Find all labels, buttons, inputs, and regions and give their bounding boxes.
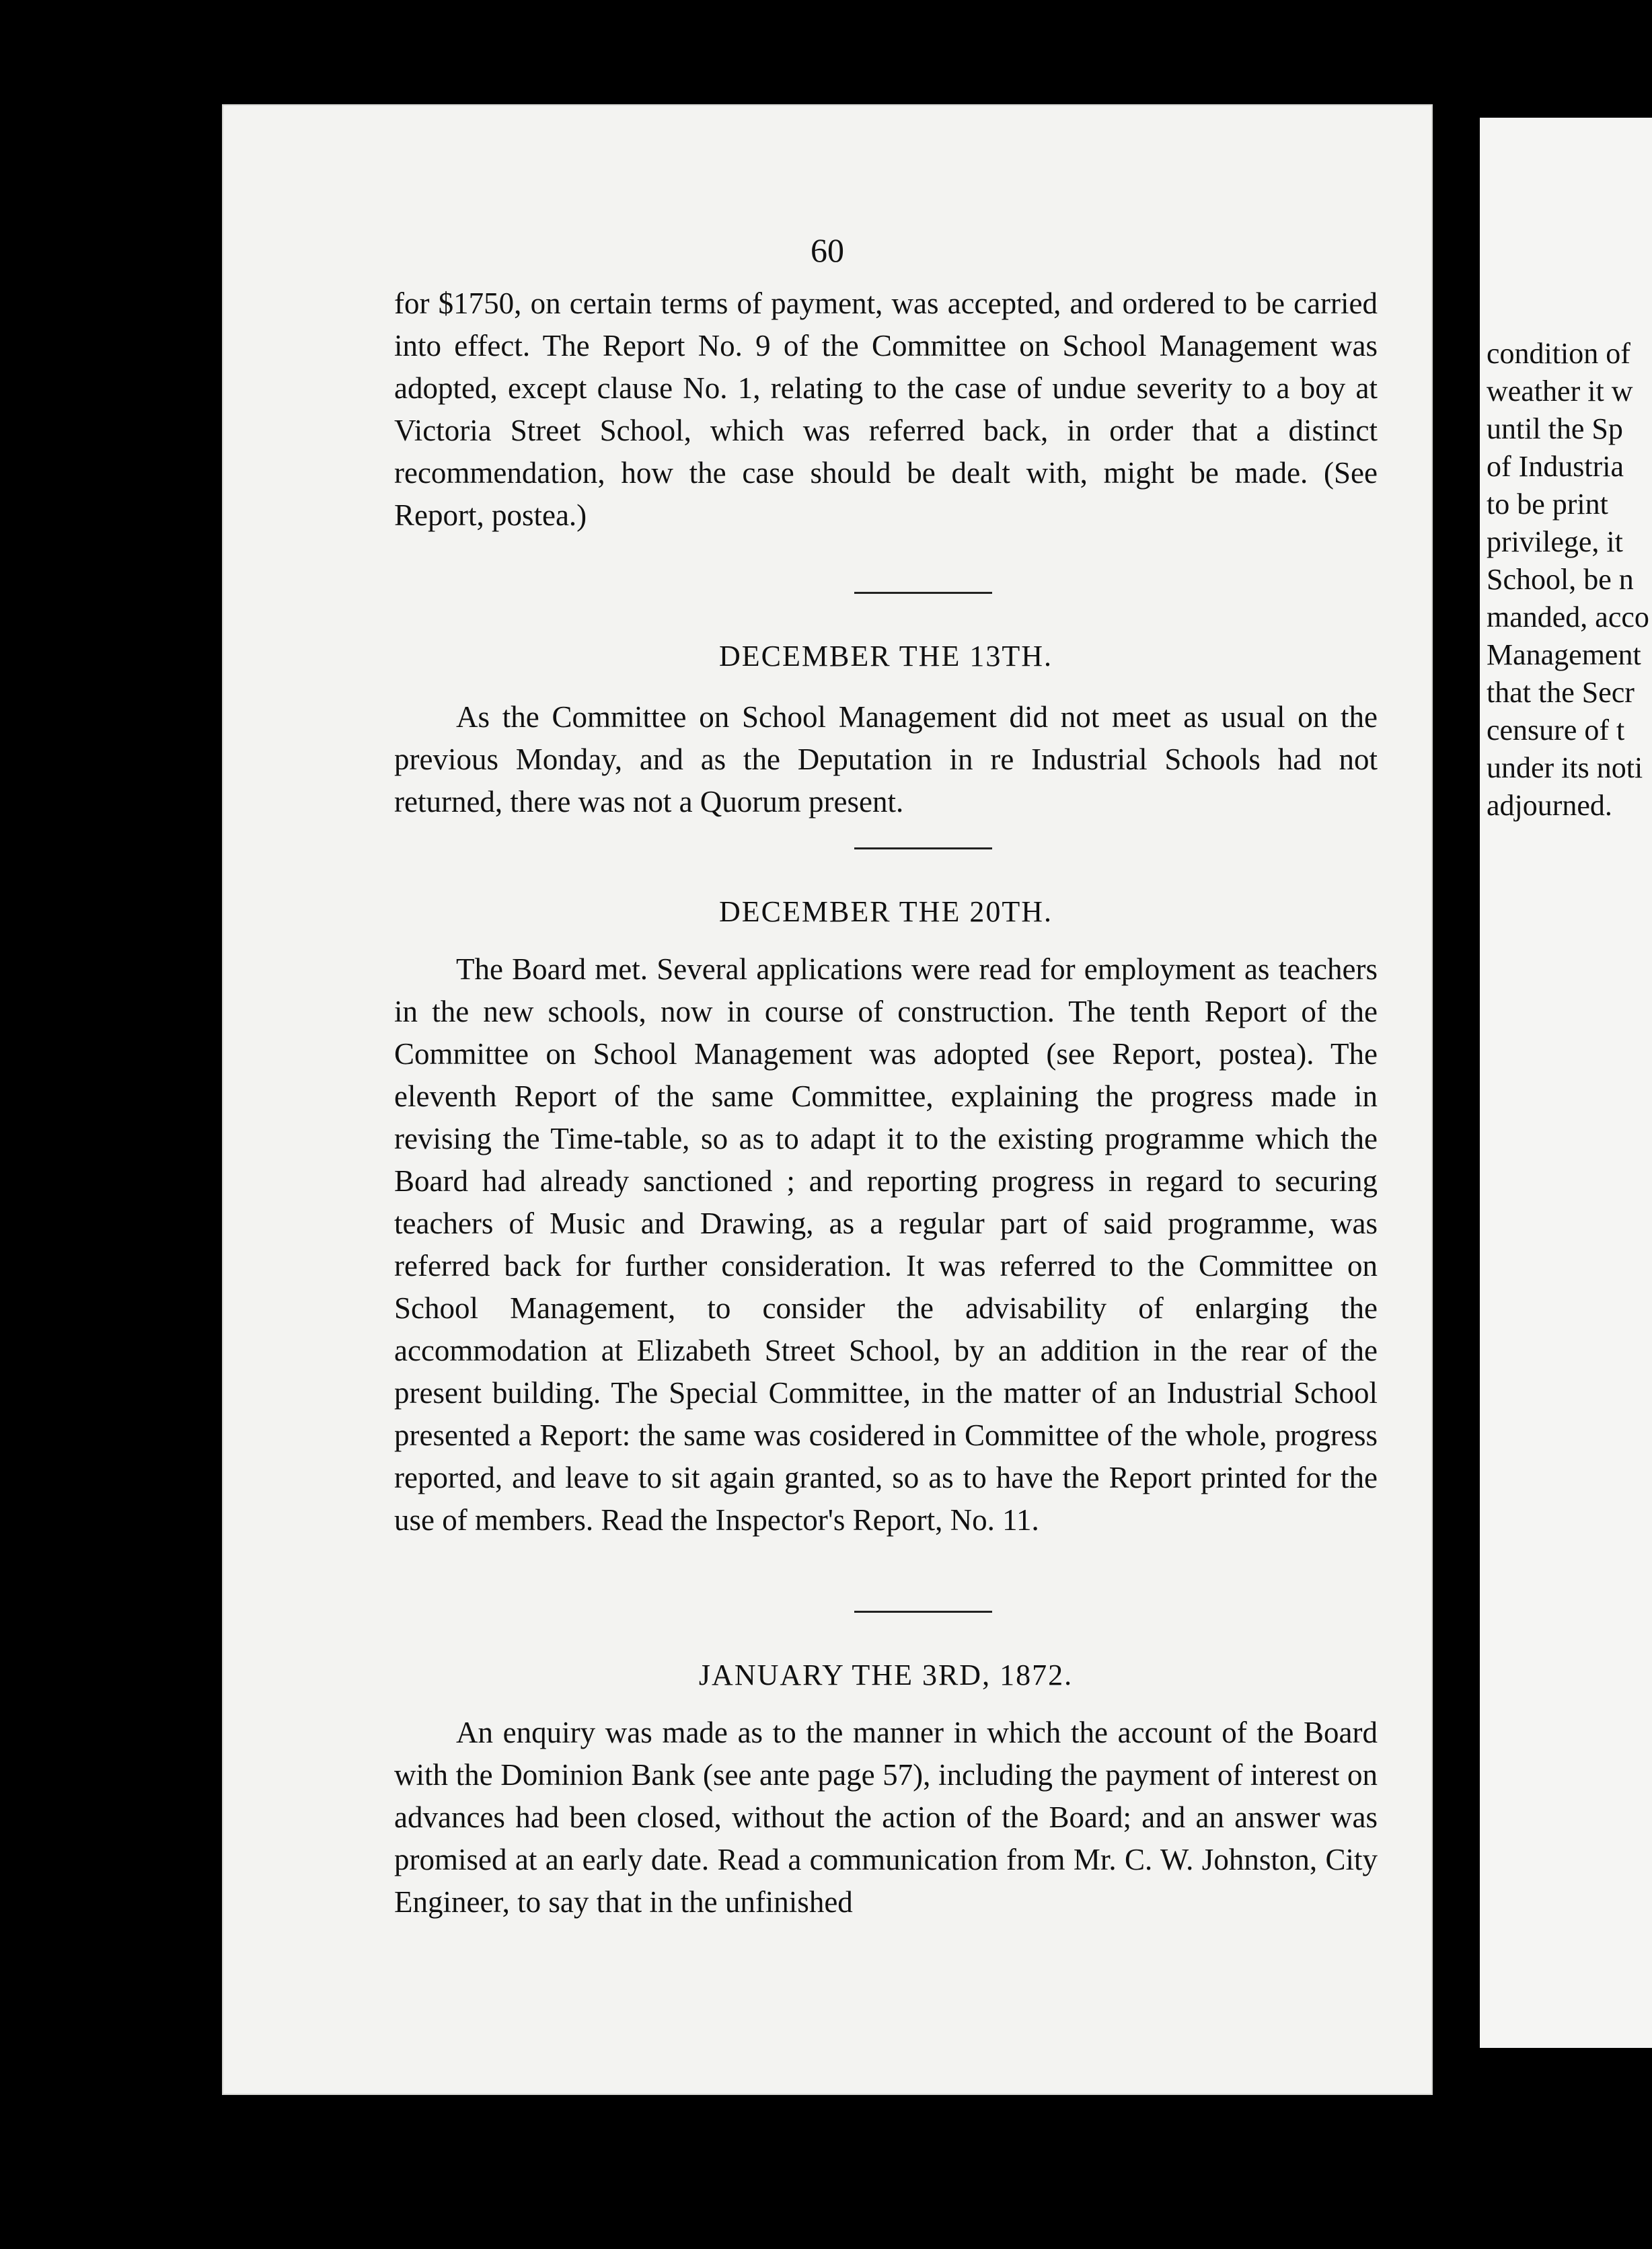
adjacent-line: adjourned. [1487, 789, 1612, 822]
section-paragraph: An enquiry was made as to the manner in which the account of the Board with the Dominion Bank (see ante page 57), including the payment of interest on advances had been closed, without the action of the Board; and an answer was promised at an early date. Read a communication from Mr. C. W. Johnston, City Engineer, to say that in the unfinished [394, 1716, 1378, 1919]
section-divider [854, 1611, 992, 1613]
intro-paragraph: for $1750, on certain terms of payment, was accepted, and ordered to be carried into effect. The Report No. 9 of the Committee on School Management was adopted, except clause No. 1, relating to the case of undue severity to a boy at Victoria Street School, which was referred back, in order that a distinct recommendation, how the case should be dealt with, might be made. (See Report, postea.) [394, 287, 1378, 532]
adjacent-page [1480, 118, 1652, 2048]
adjacent-line: censure of t [1487, 714, 1625, 747]
section-divider [854, 847, 992, 849]
adjacent-line: that the Secr [1487, 676, 1635, 709]
adjacent-line: weather it w [1487, 375, 1633, 408]
adjacent-line: until the Sp [1487, 412, 1623, 445]
adjacent-line: to be print [1487, 488, 1608, 521]
adjacent-line: Management [1487, 638, 1641, 671]
adjacent-line: of Industria [1487, 450, 1624, 483]
adjacent-line: manded, acco [1487, 601, 1649, 634]
adjacent-line: School, be n [1487, 563, 1634, 596]
section-heading: JANUARY THE 3RD, 1872. [698, 1659, 1074, 1691]
section-heading: DECEMBER THE 20TH. [719, 895, 1053, 928]
document-page [222, 104, 1433, 2095]
adjacent-line: under its noti [1487, 751, 1643, 784]
section-divider [854, 592, 992, 594]
adjacent-line: privilege, it [1487, 525, 1623, 558]
page-number: 60 [811, 231, 844, 269]
adjacent-line: condition of [1487, 337, 1630, 370]
section-heading: DECEMBER THE 13TH. [719, 640, 1053, 673]
section-paragraph: The Board met. Several applications were read for employment as teachers in the new schools, now in course of construction. The tenth Report of the Committee on School Management was adopted (see Report, postea). The eleventh Report of the same Committee, explaining the progress made in revising the Time-table, so as to adapt it to the existing programme which the Board had already sanctioned ; and reporting progress in regard to securing teachers of Music and Drawing, as a regular part of said programme, was referred back for further consideration. It was referred to the Committee on School Management, to consider the advisability of enlarging the accommodation at Elizabeth Street School, by an addition in the rear of the present building. The Special Committee, in the matter of an Industrial School presented a Report: the same was cosidered in Committee of the whole, progress reported, and leave to sit again granted, so as to have the Report printed for the use of members. Read the Inspector's Report, No. 11. [394, 952, 1378, 1537]
section-paragraph: As the Committee on School Management did not meet as usual on the previous Monday, and as the Deputation in re Industrial Schools had not returned, there was not a Quorum present. [394, 700, 1378, 818]
